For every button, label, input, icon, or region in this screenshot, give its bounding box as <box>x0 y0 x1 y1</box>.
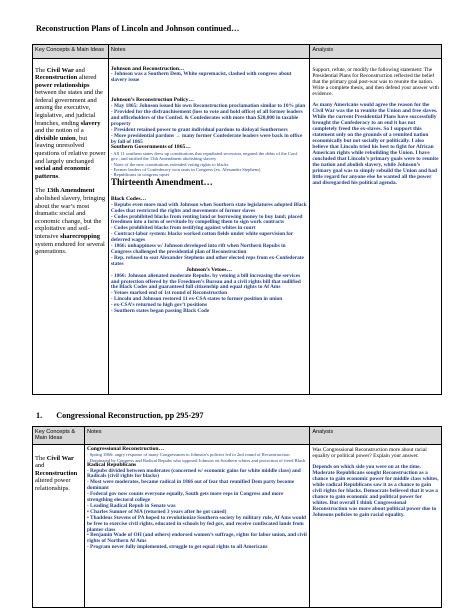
text-run: altered power relationships. <box>35 477 71 492</box>
key-term: sharecropping <box>60 232 100 240</box>
key-concepts-cell <box>33 59 109 395</box>
col-header-analysis: Analysis <box>310 427 442 445</box>
note-line: - Lincoln and Johnson restored 11 ex-CSA states to former position in union <box>110 296 283 303</box>
note-list <box>111 104 307 145</box>
note-line: - Johnson was a Southern Dem, White supremacist, clashed with congress about slavery issue <box>110 71 292 84</box>
note-line: - None of the new constitutions extended voting rights to blacks <box>110 161 229 167</box>
note-line: • Benjamin Wade of OH (and others) endorsed women’s suffrage, rights for labor union, and civil rights of Northern Af Ams <box>86 532 307 545</box>
note-line: - Most were moderates, became radical in 1866 out of fear that reunified Dem party become dominant <box>86 479 295 492</box>
note-line: - Codes prohibited blacks from renting land or borrowing money to buy land; placed freedmen into a form of servitude by compelling them to sign work contracts <box>110 213 303 226</box>
col-header-ideas: Key Concepts & Main Ideas <box>33 427 85 445</box>
note-list <box>87 469 307 552</box>
note-line: - Southern states began passing Black Code <box>110 308 210 315</box>
note-line: - 1866: Johnson alienated moderate Repubs. by vetoing a bill increasing the services and protection offered by the Freedmen’s Bureau and a civil rights bill that nullified the Black Codes and guaranteed full citizenship and equal rights to Af Ams <box>110 272 301 291</box>
key-term: power relationships <box>35 81 90 89</box>
analysis-prompt: Was Congressional Reconstruction more about racial equality or political power? Explain your answer. <box>312 446 427 459</box>
key-term: divisible union <box>35 134 76 142</box>
section-title: Congressional Reconstruction, pp 295-297 <box>56 411 204 420</box>
note-list <box>111 203 307 268</box>
notes-table-2 <box>32 426 442 608</box>
key-term: Civil War <box>46 454 74 462</box>
text-run: between the states and the federal government and among the executive, legislative, and judicial branches, ending <box>35 89 103 127</box>
text-run: and the notion of a <box>35 127 84 135</box>
note-line: - ex-CSA’s returned to high gov’t positions <box>110 302 208 309</box>
note-line: - Repubs even more mad with Johnson when Southern state legislatures adopted Black Codes that restricted the rights and movements of former slaves <box>110 201 307 214</box>
analysis-prompt: Support, refute, or modify the following statement: The Presidential Plans for Reconstruction reflected the belief that the primary goal post-war was to reunite the nation. Write a complete thesis, and then defend your answer with evidence. <box>312 66 439 97</box>
notes-table-1 <box>32 44 442 395</box>
note-line: - Codes prohibited blacks from testifying against whites in court <box>110 225 256 232</box>
text-run: The <box>35 454 47 462</box>
notes-cell <box>84 445 309 608</box>
notes-subheading: Johnson’s Vetoes… <box>186 266 233 273</box>
analysis-cell <box>310 445 442 608</box>
key-concepts-text-2 <box>35 187 106 255</box>
notes-subheading: Johnson and Reconstruction… <box>110 65 185 72</box>
text-run: , but leaving unresolved questions of relative power and largely unchanged <box>35 134 106 165</box>
note-line: - Rep. refused to seat Alexander Stephens and other elected reps from ex-Confederate states <box>110 254 304 267</box>
note-line: - Vetoes marked end of 1st round of Reconstruction <box>110 290 228 297</box>
text-run: The <box>35 66 47 74</box>
text-run: . <box>58 172 60 180</box>
col-header-analysis: Analysis <box>310 45 442 59</box>
page-title: Reconstruction Plans of Lincoln and Johnson continued… <box>36 24 240 33</box>
notes-subheading: Congressional Reconstruction… <box>86 445 165 452</box>
col-header-ideas: Key Concepts & Main Ideas <box>33 45 109 59</box>
note-line: - Program never fully implemented, struggle to get equal rights to all Americans <box>86 544 268 551</box>
key-term: 13th Amendment <box>46 187 95 195</box>
col-header-notes: Notes <box>108 45 309 59</box>
col-header-notes: Notes <box>84 427 309 445</box>
text-run: altered <box>77 74 97 82</box>
note-list <box>111 151 307 176</box>
notes-large-heading: Thirteenth Amendment… <box>110 176 213 187</box>
notes-subheading: Johnson’s Reconstruction Policy… <box>110 97 194 104</box>
key-term: Reconstruction <box>35 469 78 477</box>
text-run: and <box>35 462 45 470</box>
note-line: - Leading Radical Repub in Senate was <box>86 502 176 509</box>
note-line: - More presidential pardons → many former Confederate leaders were back in office by fall of 1865 <box>110 132 303 145</box>
note-line: • Thaddeus Stevens of PA hoped to revolutionize Southern society by military rule, Af Ams would be free to exercise civil rights, educated in schools by fed gov, and receive confiscated lands from planter class <box>86 514 307 533</box>
key-concepts-cell <box>33 445 85 608</box>
key-term: Civil War <box>46 66 74 74</box>
note-line: - 1866: unhappiness w/ Johnson developed into rift when Northern Repubs in Congress challenged the presidential plan of Reconstruction <box>110 243 286 255</box>
note-line: • Charles Sumner of MA (returned 3 years after he got caned) <box>86 508 227 515</box>
notes-subheading: Radical Republicans <box>86 461 137 468</box>
analysis-answer: Depends on which side you were on at the time. Moderate Republicans sought Reconstruction as a chance to gain economic power for middle class whites, while radical Republicans saw it as a chance to gain civil rights for blacks. Democrats believed that it was a chance to gain economic and political power for whites. But overall I think Congressional Reconstruction was more about political power due to Johnsons policies to gain racial equality. <box>312 463 439 518</box>
note-line: - Former leaders of Confederacy won seats in Congress (ex. Alexander Stephens) <box>110 166 261 172</box>
notes-cell <box>108 59 309 395</box>
key-term: social and economic patterns <box>35 165 91 180</box>
note-line: - Republicans in congress upset <box>110 171 170 177</box>
note-line: - President retained power to grant individual pardons to disloyal Southerners <box>110 126 288 133</box>
section-number: 1. <box>36 411 43 420</box>
notes-subheading: Southern Governments of 1865… <box>110 144 191 151</box>
analysis-answer: As many Americans would agree the reason for the Civil War was the to reunite the Union and free slaves. While the current Presidential Plans have successfully brought the Confederacy to an end it has not completely freed the ex-slaves. So I support this statement only on the grounds of a reunited nation economically but not socially or politically. I also believe that Lincoln tried his best to fight for African American rights while rebuilding the Union. I have concluded that Lincoln’s primary goals were to reunite the nation and abolish slavery, while Johnson’s primary goal was to simply rebuild the Union and had little regard for anyone else he wanted all the power and disregarded his political agenda. <box>312 101 439 186</box>
key-term: Reconstruction <box>35 74 78 82</box>
note-line: - Dominated by Congress and Radical Repubs who opposed Johnson on Southern whites and protection of freed Black <box>86 457 306 463</box>
key-concepts-text <box>35 67 106 181</box>
key-concepts-text <box>35 455 82 493</box>
text-run: abolished slavery, bringing about the war’s most dramatic social and economic change, but the exploitative and soil-intensive <box>35 195 106 240</box>
note-line: - Repubs divided between moderates (concerned w/ economic gains for white middle class) and Radicals (civil rights for blacks) <box>86 467 301 480</box>
note-line: - Provided for the disfranchisement (loss to vote and hold office) of all former leaders and officeholders of the Confed. & Confederates with more than $20,000 in taxable property <box>110 109 303 127</box>
note-line: - All 11 southern states drew up constitutions that repudiated secession, negated the debts of the Conf. gov., and ratified the 13th Amendment abolishing slavery <box>110 151 299 162</box>
note-line: - May 1865: Johnson issued his own Reconstruction proclamation similar to 10% plan <box>110 103 306 110</box>
analysis-cell <box>310 59 442 395</box>
text-run: system endured for several generations. <box>35 240 105 256</box>
key-term: slavery <box>80 119 101 127</box>
text-run: and <box>73 66 85 74</box>
notes-subheading: Black Codes… <box>110 195 147 202</box>
note-line: - Spring 1866: angry response of many Congressmen to Johnson’s policies led to 2nd round of Reconstruction <box>86 452 290 458</box>
note-line: - Contract-labor system: blacks worked cotton fields under white supervision for deferred wages <box>110 231 294 244</box>
note-list <box>111 274 307 315</box>
note-line: - Federal gov now counts everyone equally, South gets more reps in Congress and more strengthing electoral college <box>86 491 284 504</box>
text-run: The <box>35 187 47 195</box>
section-heading <box>36 411 203 420</box>
